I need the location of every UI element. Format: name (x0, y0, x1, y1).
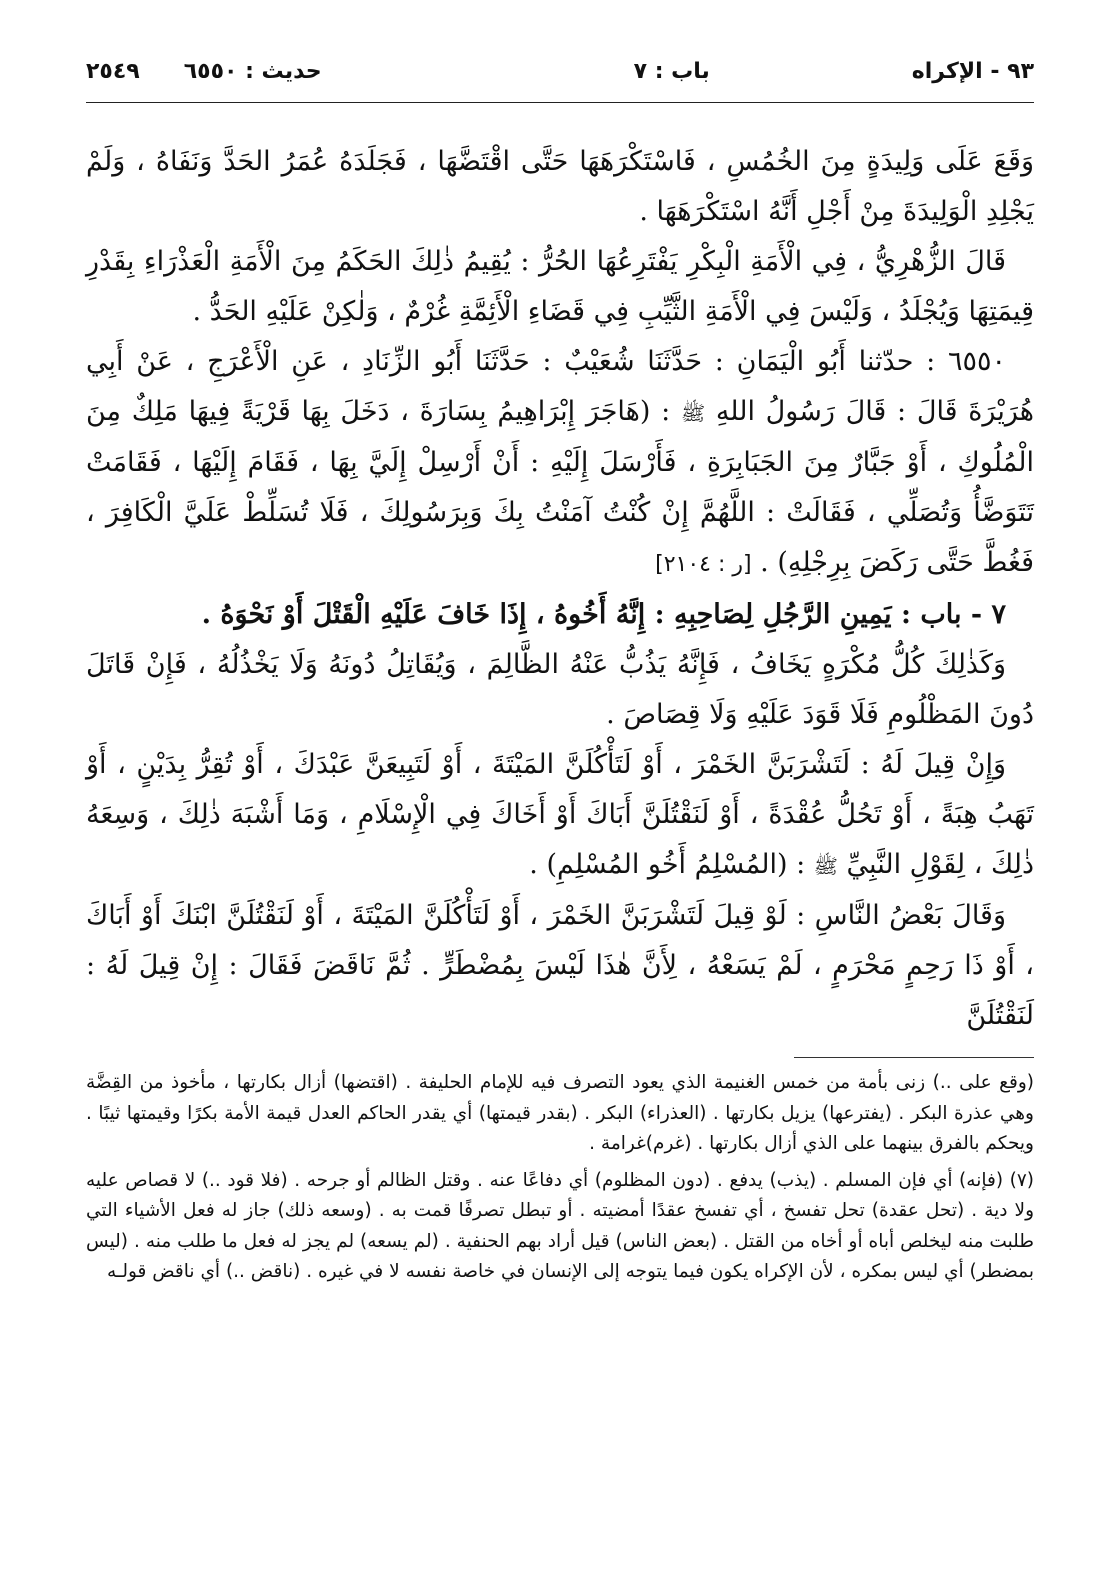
hadith-matn: : (هَاجَرَ إِبْرَاهِيمُ بِسَارَةَ ، دَخَلَ بِهَا قَرْيَةً فِيهَا مَلِكٌ مِنَ الْمُلُوكِ ، أَوْ جَبَّارٌ مِنَ الجَبَابِرَةِ ، فَأَرْسَلَ إِلَيْهِ : أَنْ أَرْسِلْ إِلَيَّ بِهَا ، فَقَامَ إِلَيْهَا ، فَقَامَتْ تَتَوَضَّأُ وَتُصَلِّي ، فَقَالَتْ : اللَّهُمَّ إِنْ كُنْتُ آمَنْتُ بِكَ وَبِرَسُولِكَ ، فَلَا تُسَلِّطْ عَلَيَّ الْكَافِرَ ، فَغُطَّ حَتَّى رَكَضَ بِرِجْلِهِ) . (86, 396, 1034, 578)
paragraph-bad-al-nas: وَقَالَ بَعْضُ النَّاسِ : لَوْ قِيلَ لَتَشْرَبَنَّ الخَمْرَ ، أَوْ لَتَأْكُلَنَّ المَيْتَةَ ، أَوْ لَنَقْتُلَنَّ ابْنَكَ أَوْ أَبَاكَ ، أَوْ ذَا رَحِمٍ مَحْرَمٍ ، لَمْ يَسَعْهُ ، لِأَنَّ هٰذَا لَيْسَ بِمُضْطَرٍّ . ثُمَّ نَاقَضَ فَقَالَ : إِنْ قِيلَ لَهُ : لَنَقْتُلَنَّ (86, 900, 1034, 1031)
bab-reference: باب : ٧ (633, 58, 710, 84)
cross-reference: [ر : ٢١٠٤] (655, 552, 752, 577)
footnote-2: (٧) (فإنه) أي فإن المسلم . (يذب) يدفع . (دون المظلوم) أي دفاعًا عنه . وقتل الظالم أو جرحه . (فلا قود ..) لا قصاص عليه ولا دية . (تحل عقدة) تحل تفسخ ، أي تفسخ عقدًا أمضيته . أو تبطل تصرفًا قمت به . (وسعه ذلك) جاز له فعل الأشياء التي طلبت منه ليخلص أباه أو أخاه من القتل . (بعض الناس) قيل أراد بهم الحنفية . (لم يسعه) لم يجز له فعل ما طلب منه . (ليس بمضطر) أي ليس بمكره ، لأن الإكراه يكون فيما يتوجه إلى الإنسان في خاصة نفسه لا في غيره . (ناقض ..) أي ناقض قولـه (86, 1169, 1034, 1282)
paragraph-text: وَإِنْ قِيلَ لَهُ : لَتَشْرَبَنَّ الخَمْرَ ، أَوْ لَتَأْكُلَنَّ المَيْتَةَ ، أَوْ لَتَبِيعَنَّ عَبْدَكَ ، أَوْ تُقِرُّ بِدَيْنٍ ، أَوْ تَهَبُ هِبَةً ، أَوْ تَحُلُّ عُقْدَةً ، أَوْ لَنَقْتُلَنَّ أَبَاكَ أَوْ أَخَاكَ فِي الْإِسْلَامِ ، وَمَا أَشْبَهَ ذٰلِكَ ، وَسِعَهُ ذٰلِكَ ، لِقَوْلِ النَّبِيِّ (86, 749, 1034, 880)
hadith-6550 (86, 337, 1034, 590)
paragraph-quote: : (المُسْلِمُ أَخُو المُسْلِمِ) . (529, 849, 806, 880)
paragraph-continuation: وَقَعَ عَلَى وَلِيدَةٍ مِنَ الخُمُسِ ، فَاسْتَكْرَهَهَا حَتَّى اقْتَضَّهَا ، فَجَلَدَهُ عُمَرُ الحَدَّ وَنَفَاهُ ، وَلَمْ يَجْلِدِ الْوَلِيدَةَ مِنْ أَجْلِ أَنَّهُ اسْتَكْرَهَهَا . (86, 146, 1034, 227)
running-header (86, 52, 1034, 90)
hadith-isnad: ٦٥٥٠ : حدّثنا أَبُو الْيَمَانِ : حَدَّثَنَا شُعَيْبٌ : حَدَّثَنَا أَبُو الزِّنَادِ ، عَنِ الْأَعْرَجِ ، عَنْ أَبِي هُرَيْرَةَ قَالَ : قَالَ رَسُولُ اللهِ (86, 346, 1034, 427)
salutation-glyph: ﷺ (680, 401, 706, 425)
paragraph-wa-in-qila (86, 740, 1034, 891)
paragraph-zuhri: قَالَ الزُّهْرِيُّ ، فِي الْأَمَةِ الْبِكْرِ يَفْتَرِعُهَا الحُرُّ : يُقِيمُ ذٰلِكَ الحَكَمُ مِنَ الْأَمَةِ الْعَذْرَاءِ بِقَدْرِ قِيمَتِهَا وَيُجْلَدُ ، وَلَيْسَ فِي الْأَمَةِ الثَّيِّبِ فِي قَضَاءِ الْأَئِمَّةِ غُرْمٌ ، وَلٰكِنْ عَلَيْهِ الحَدُّ . (86, 246, 1034, 327)
footnote-divider (794, 1057, 1034, 1058)
header-left-group (86, 59, 322, 84)
salutation-glyph: ﷺ (813, 854, 838, 878)
chapter-title: ٩٣ - الإكراه (911, 58, 1034, 84)
footnotes (86, 1068, 1034, 1288)
paragraph-kadhalika: وَكَذٰلِكَ كُلُّ مُكْرَهٍ يَخَافُ ، فَإِنَّهُ يَذُبُّ عَنْهُ الظَّالِمَ ، وَيُقَاتِلُ دُونَهُ وَلَا يَخْذُلُهُ ، فَإِنْ قَاتَلَ دُونَ المَظْلُومِ فَلَا قَوَدَ عَلَيْهِ وَلَا قِصَاصَ . (86, 649, 1034, 730)
hadith-number: حديث : ٦٥٥٠ (183, 58, 322, 84)
header-divider (86, 102, 1034, 103)
book-page (86, 52, 1034, 1572)
chapter-heading: ٧ - باب : يَمِينِ الرَّجُلِ لِصَاحِبِهِ : إِنَّهُ أَخُوهُ ، إِذَا خَافَ عَلَيْهِ الْقَتْلَ أَوْ نَحْوَهُ . (201, 599, 1006, 630)
footnote-1: (وقع على ..) زنى بأمة من خمس الغنيمة الذي يعود التصرف فيه للإمام الحليفة . (اقتضها) أزال بكارتها ، مأخوذ من القِضَّة وهي عذرة البكر . (يفترعها) يزيل بكارتها . (العذراء) البكر . (بقدر قيمتها) أي يقدر الحاكم العدل قيمة الأمة بكرًا وقيمتها ثيبًا . ويحكم بالفرق بينهما على الذي أزال بكارتها . (غرم)غرامة . (86, 1072, 1034, 1154)
page-number: ٢٥٤٩ (86, 58, 140, 84)
main-text (86, 137, 1034, 1041)
